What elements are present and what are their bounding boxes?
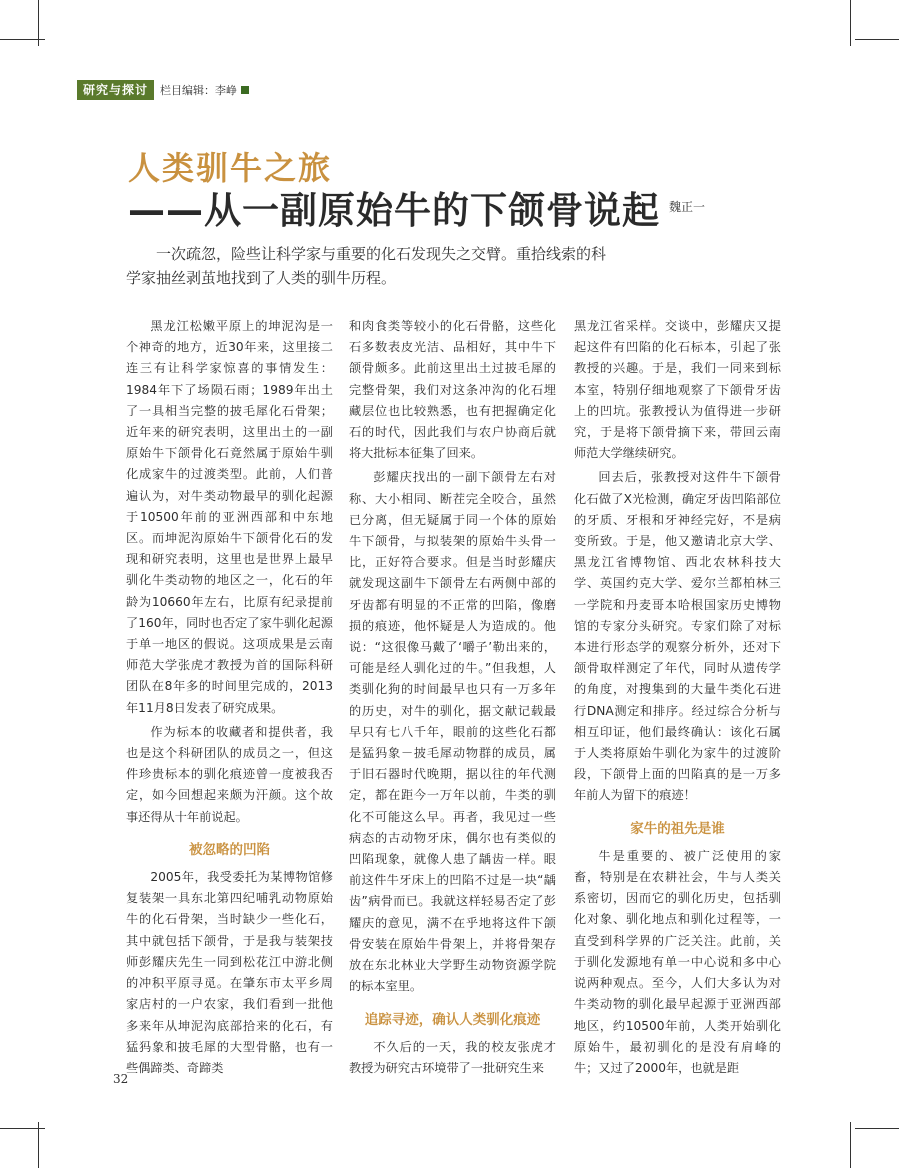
crop-mark-br-v [850, 1122, 851, 1168]
crop-mark-tl-v [38, 0, 39, 46]
section-heading: 被忽略的凹陷 [189, 841, 270, 858]
section-tag: 研究与探讨 [77, 80, 154, 100]
paragraph: 2005年，我受委托为某博物馆修复装架一具东北第四纪哺乳动物原始牛的化石骨架，当时缺少一些化石，其中就包括下颌骨，于是我与装架技师彭耀庆先生一同到松花江中游北侧的冲积平原寻觅。在肇东市太平乡周家店村的一户农家，我们看到一批他多来年从坤泥沟底部拾来的化石，有猛犸象和披毛犀的大型骨骼，也有一些偶蹄类、奇蹄类 [126, 870, 333, 1075]
paragraph: 和肉食类等较小的化石骨骼，这些化石多数表皮光洁、品相好，其中牛下颌骨颇多。此前这里出土过披毛犀的完整骨架，我们对这条冲沟的化石埋藏层位也比较熟悉，也有把握确定化石的时代，因此我们与农户协商后就将大批标本征集了回来。 [349, 319, 556, 461]
text-column-3 [574, 316, 781, 1082]
column-editor: 栏目编辑：李峥 [160, 84, 238, 97]
green-square-icon [241, 86, 249, 94]
section-heading: 追踪寻迹，确认人类驯化痕迹 [364, 1011, 541, 1028]
paragraph: 黑龙江省采样。交谈中，彭耀庆又提起这件有凹陷的化石标本，引起了张教授的兴趣。于是，我们一同来到标本室，特别仔细地观察了下颌骨牙齿上的凹坑。张教授认为值得进一步研究，于是将下颌骨摘下来，带回云南师范大学继续研究。 [574, 319, 781, 461]
paragraph: 黑龙江松嫩平原上的坤泥沟是一个神奇的地方，近30年来，这里接二连三有让科学家惊喜的事情发生：1984年下了场陨石雨；1989年出土了一具相当完整的披毛犀化石骨架；近年来的研究表明，这里出土的一副原始牛下颌骨化石竟然属于原始牛驯化成家牛的过渡类型。此前，人们普遍认为，对牛类动物最早的驯化起源于10500年前的亚洲西部和中东地区。而坤泥沟原始牛下颌骨化石的发现和研究表明，这里也是世界上最早驯化牛类动物的地区之一，化石的年龄为10660年左右，比原有纪录提前了160年，同时也否定了家牛驯化起源于单一地区的假说。这项成果是云南师范大学张虎才教授为首的国际科研团队在8年多的时间里完成的，2013年11月8日发表了研究成果。 [126, 319, 333, 715]
paragraph: 不久后的一天，我的校友张虎才教授为研究古环境带了一批研究生来 [349, 1039, 556, 1075]
text-column-2 [349, 316, 556, 1082]
author-name: 魏正一 [669, 200, 706, 214]
paragraph: 回去后，张教授对这件牛下颌骨化石做了X光检测，确定牙齿凹陷部位的牙质、牙根和牙神经完好，不是病变所致。于是，他又邀请北京大学、黑龙江省博物馆、西北农林科技大学、英国约克大学、爱尔兰都柏林三一学院和丹麦哥本哈根国家历史博物馆的专家分头研究。专家们除了对标本进行形态学的观察分析外，还对下颌骨取样测定了年代，同时从遗传学的角度，对搜集到的大量牛类化石进行DNA测定和排序。经过综合分析与相互印证，他们最终确认：该化石属于人类将原始牛驯化为家牛的过渡阶段，下颌骨上面的凹陷真的是一万多年前人为留下的痕迹！ [574, 470, 781, 803]
crop-mark-tr-h [855, 39, 899, 40]
section-heading: 家牛的祖先是谁 [630, 820, 725, 837]
article-subtitle: ——从一副原始牛的下颌骨说起 [128, 189, 660, 232]
article-intro: 一次疏忽，险些让科学家与重要的化石发现失之交臂。重拾线索的科学家抽丝剥茧地找到了人类的驯牛历程。 [126, 245, 607, 287]
paragraph: 彭耀庆找出的一副下颌骨左右对称、大小相同、断茬完全咬合，虽然已分离，但无疑属于同一个体的原始牛下颌骨，与拟装架的原始牛头骨一比，正好符合要求。但是当时彭耀庆就发现这副牛下颌骨左右两侧中部的牙齿都有明显的不正常的凹陷，像磨损的痕迹，他怀疑是人为造成的。他说：“这很像马戴了‘嚼子’勒出来的，可能是经人驯化过的牛。”但我想，人类驯化狗的时间最早也只有一万多年的历史，对牛的驯化，据文献记载最早只有七八千年，眼前的这些化石都是猛犸象－披毛犀动物群的成员，属于旧石器时代晚期，据以往的年代测定，都在距今一万年以前，牛类的驯化不可能这么早。再者，我见过一些病态的古动物牙床，偶尔也有类似的凹陷现象，就像人患了龋齿一样。眼前这件牛牙床上的凹陷不过是一块“龋齿”病骨而已。我就这样轻易否定了彭耀庆的意见，满不在乎地将这件下颌骨安装在原始牛骨架上，并将骨架存放在东北林业大学野生动物资源学院的标本室里。 [349, 470, 556, 994]
crop-mark-bl-v [38, 1122, 39, 1168]
text-column-1 [126, 316, 333, 1082]
article-title: 人类驯牛之旅 [128, 149, 333, 187]
paragraph: 作为标本的收藏者和提供者，我也是这个科研团队的成员之一，但这件珍贵标本的驯化痕迹曾一度被我否定，如今回想起来颇为汗颜。这个故事还得从十年前说起。 [126, 724, 333, 824]
page-number: 32 [113, 1072, 129, 1086]
column-header [77, 80, 249, 100]
crop-mark-br-h [855, 1128, 899, 1129]
crop-mark-tr-v [850, 0, 851, 46]
paragraph: 牛是重要的、被广泛使用的家畜，特别是在农耕社会，牛与人类关系密切，因而它的驯化历史，包括驯化对象、驯化地点和驯化过程等，一直受到科学界的广泛关注。此前，关于驯化发源地有单一中心说和多中心说两种观点。至今，人们大多认为对牛类动物的驯化最早起源于亚洲西部地区，约10500年前，人类开始驯化原始牛，最初驯化的是没有肩峰的牛；又过了2000年，也就是距 [574, 848, 781, 1075]
